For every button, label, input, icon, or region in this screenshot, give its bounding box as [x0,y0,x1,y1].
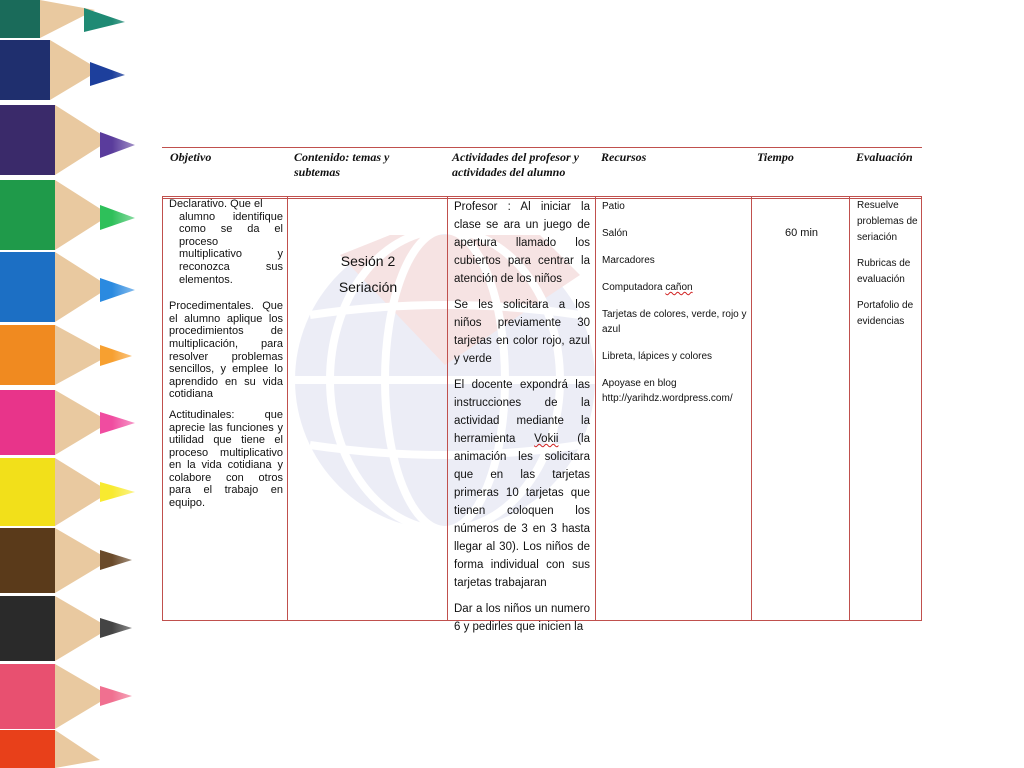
header-evaluacion: Evaluación [856,150,913,164]
evaluacion-2: Rubricas de evaluación [857,258,911,285]
actividad-1: Profesor : Al iniciar la clase se ara un juego de apertura llamado los cubiertos para centrar la atención de los niños [454,201,590,285]
recurso-patio: Patio [602,201,625,212]
lesson-plan-table [162,196,922,633]
evaluacion-1: Resuelve problemas de seriación [857,200,918,243]
evaluacion-3: Portafolio de evidencias [857,300,914,327]
declarativo-head: Declarativo. Que el [169,198,263,210]
recurso-tarjetas: Tarjetas de colores, verde, rojo y azul [602,309,747,335]
recurso-salon: Salón [602,228,628,239]
column-divider [287,197,288,620]
procedimentales-text: Procedimentales. Que el alumno aplique los procedimientos de multiplicación, para resolver problemas sencillos, y emplee lo aprendido en su vida cotidiana [169,300,283,401]
actividad-4: Dar a los niños un numero 6 y pedirles que inicien la [454,603,590,633]
cell-evaluacion [857,198,919,620]
cell-tiempo [753,227,850,620]
tema-label: Seriación [338,279,398,295]
table-header [162,147,922,199]
declarativo-body: alumno identifique como se da el proceso multiplicativo y reconozca sus elementos. [179,210,283,286]
recurso-libreta: Libreta, lápices y colores [602,351,713,362]
column-divider [595,197,596,620]
header-objetivo: Objetivo [170,150,212,164]
recurso-marcadores: Marcadores [602,255,655,266]
recurso-blog: Apoyase en blog [602,378,677,389]
cell-recursos [602,199,752,620]
vokii-word: Vokii [534,433,559,445]
recurso-computadora [602,280,752,295]
recurso-computadora-label: Computadora [602,282,663,293]
actividad-3-b: (la animación les solicitara que en las tarjetas primeras 10 tarjetas que tienen coloquen los números de 3 en 3 hasta llegar al 30). Los niños de forma individual con sus tarjetas trabajaran [454,433,590,589]
header-contenido: Contenido: temas y subtemas [294,150,390,179]
sesion-label: Sesión 2 [340,253,396,269]
cell-actividades [454,198,590,633]
actividad-2: Se les solicitara a los niños previamente 30 tarjetas en color rojo, azul y verde [454,299,590,365]
recurso-canon-word: cañon [665,282,693,293]
actividad-3-a: El docente expondrá las instrucciones de la actividad mediante la herramienta [454,379,590,445]
tiempo-value: 60 min [784,227,819,239]
header-tiempo: Tiempo [757,150,794,164]
recurso-blog-url[interactable]: http://yarihdz.wordpress.com/ [602,393,733,404]
header-recursos: Recursos [601,150,647,164]
cell-objetivo [169,198,283,620]
column-divider [447,197,448,620]
actitudinales-text: Actitudinales: que aprecie las funciones y utilidad que tiene el proceso multiplicativo en la vida cotidiana y colabore con otros para el trabajo en equipo. [169,408,283,510]
colored-pencils-decoration [0,0,160,768]
header-actividades: Actividades del profesor y actividades del alumno [452,150,579,179]
actividad-3 [454,376,590,592]
cell-contenido [289,243,447,620]
